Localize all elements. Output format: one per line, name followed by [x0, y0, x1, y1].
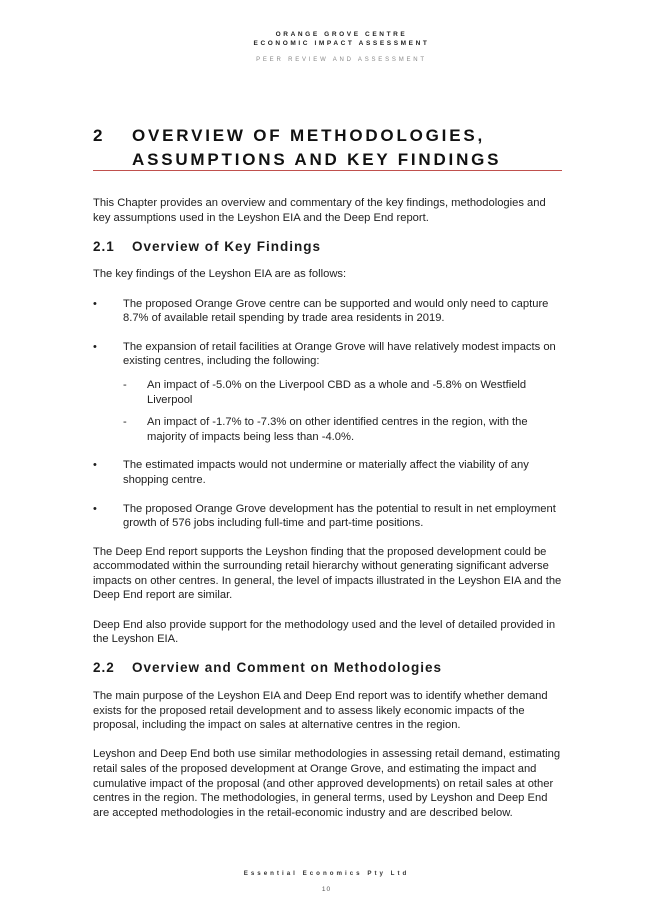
purpose-paragraph: The main purpose of the Leyshon EIA and Deep End report was to identify whether demand exists for the proposed retail development and to assess likely economic impacts of the proposal, including the impact on sales at alternative centres in the region. [93, 690, 548, 732]
deep-end-methodology-paragraph: Deep End also provide support for the methodology used and the level of detailed provided in the Leyshon EIA. [93, 618, 556, 646]
section-number: 2.2 [93, 660, 115, 676]
sub-list [123, 378, 563, 444]
page-number: 10 [321, 886, 332, 893]
header-title-2: ECONOMIC IMPACT ASSESSMENT [253, 40, 430, 47]
chapter-heading [93, 124, 533, 172]
intro-paragraph: This Chapter provides an overview and commentary of the key findings, methodologies and key assumptions used in the Leyshon EIA and the Deep End report. [93, 197, 546, 224]
chapter-title-line-1: OVERVIEW OF METHODOLOGIES, [132, 126, 486, 145]
bullet-icon: • [93, 502, 97, 515]
bullet-icon: • [93, 297, 97, 310]
header-subtitle: PEER REVIEW AND ASSESSMENT [256, 57, 427, 63]
section-title: Overview of Key Findings [132, 238, 322, 254]
sub-list-item: - An impact of -5.0% on the Liverpool CBD as a whole and -5.8% on Westfield Liverpool [123, 378, 527, 406]
list-item: • The expansion of retail facilities at Orange Grove will have relatively modest impacts on existing centres, including the following: - An impact of -5.0% on the Liverpool CBD as a whole and -5.8% on Westfield Liverpool - An impact of -1.7% to -7.3% on other identified centres in the region, with the majority of impacts being less than -4.0%. [93, 340, 563, 445]
sub-list-item: - An impact of -1.7% to -7.3% on other identified centres in the region, with the majority of impacts being less than -4.0%. [123, 416, 528, 443]
key-findings-lead: The key findings of the Leyshon EIA are as follows: [93, 268, 347, 281]
list-item: • The proposed Orange Grove development has the potential to result in net employment growth of 576 jobs including full-time and part-time positions. [93, 502, 556, 530]
page-body [93, 196, 563, 835]
page-footer [0, 870, 653, 893]
key-findings-list [93, 297, 563, 531]
chapter-number: 2 [93, 126, 106, 145]
methodologies-paragraph: Leyshon and Deep End both use similar methodologies in assessing retail demand, estimating retail sales of the proposed development at Orange Grove, and estimating the impact and cumulative impact of the proposal (and other approved developments) on retail sales at other centres in the region. The methodologies, in general terms, used by Leyshon and Deep End are accepted methodologies in the retail-economic industry and are described below. [93, 748, 561, 819]
header-title-1: ORANGE GROVE CENTRE [275, 31, 408, 38]
chapter-divider [93, 170, 562, 171]
section-2-2-heading [93, 661, 563, 676]
bullet-icon: • [93, 459, 97, 472]
section-2-1-heading [93, 240, 563, 255]
page-header [0, 30, 653, 63]
deep-end-support-paragraph: The Deep End report supports the Leyshon finding that the proposed development could be accommodated within the surrounding retail hierarchy without generating significant adverse impacts on other centres. In general, the level of impacts illustrated in the Leyshon EIA and the Deep End report are similar. [93, 545, 562, 602]
chapter-title-line-2: ASSUMPTIONS AND KEY FINDINGS [132, 150, 502, 169]
list-item: • The proposed Orange Grove centre can be supported and would only need to capture 8.7% of available retail spending by trade area residents in 2019. [93, 297, 549, 325]
bullet-icon: • [93, 340, 97, 353]
section-number: 2.1 [93, 238, 115, 254]
section-title: Overview and Comment on Methodologies [132, 660, 443, 676]
dash-icon: - [123, 416, 127, 429]
list-item: • The estimated impacts would not undermine or materially affect the viability of any shopping centre. [93, 459, 529, 486]
footer-company: Essential Economics Pty Ltd [243, 870, 410, 877]
dash-icon: - [123, 378, 127, 391]
